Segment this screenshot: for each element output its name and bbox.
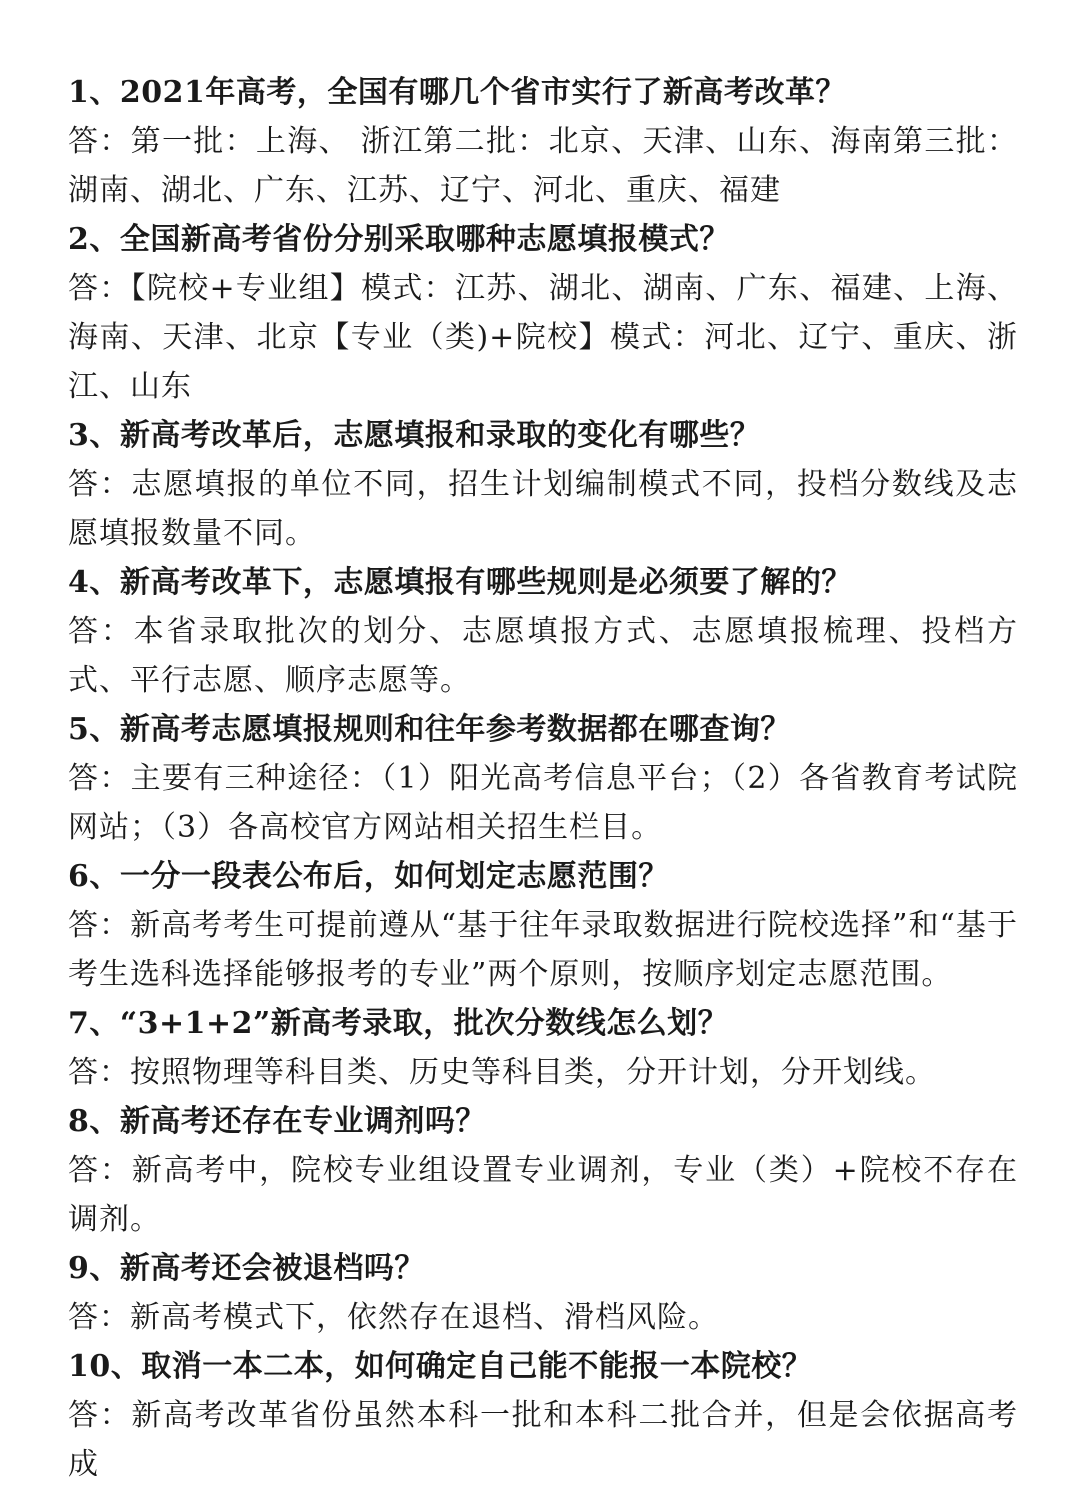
question-text: 2、全国新高考省份分别采取哪种志愿填报模式？ (68, 222, 730, 257)
faq-item-9 (68, 1244, 1018, 1342)
question-text: 6、一分一段表公布后，如何划定志愿范围？ (68, 859, 669, 894)
answer-text: 答：新高考改革省份虽然本科一批和本科二批合并，但是会依据高考成 (68, 1398, 1018, 1482)
faq-list (68, 68, 1018, 1489)
answer-text: 答：新高考模式下，依然存在退档、滑档风险。 (68, 1300, 719, 1335)
faq-item-4 (68, 558, 1018, 705)
question-text: 4、新高考改革下，志愿填报有哪些规则是必须要了解的？ (68, 565, 852, 600)
answer-text: 答：第一批：上海、 浙江第二批：北京、天津、山东、海南第三批：湖南、湖北、广东、江苏、辽宁、河北、重庆、福建 (68, 124, 1018, 208)
question-text: 5、新高考志愿填报规则和往年参考数据都在哪查询？ (68, 712, 791, 747)
question-text: 3、新高考改革后，志愿填报和录取的变化有哪些？ (68, 418, 761, 453)
answer-text: 答：志愿填报的单位不同，招生计划编制模式不同，投档分数线及志愿填报数量不同。 (68, 467, 1018, 551)
faq-item-2 (68, 215, 1018, 411)
faq-item-6 (68, 852, 1018, 999)
answer-text: 答：按照物理等科目类、历史等科目类，分开计划，分开划线。 (68, 1055, 936, 1090)
answer-text: 答：本省录取批次的划分、志愿填报方式、志愿填报梳理、投档方式、平行志愿、顺序志愿等。 (68, 614, 1018, 698)
answer-text: 答：【院校+专业组】模式：江苏、湖北、湖南、广东、福建、上海、海南、天津、北京【专业（类)+院校】模式：河北、辽宁、重庆、浙江、山东 (68, 271, 1018, 404)
question-text: 9、新高考还会被退档吗？ (68, 1251, 425, 1286)
answer-text: 答：新高考考生可提前遵从“基于往年录取数据进行院校选择”和“基于考生选科选择能够报考的专业”两个原则，按顺序划定志愿范围。 (68, 908, 1018, 992)
faq-item-1 (68, 68, 1018, 215)
answer-text: 答：新高考中，院校专业组设置专业调剂，专业（类）+院校不存在调剂。 (68, 1153, 1018, 1237)
faq-item-5 (68, 705, 1018, 852)
question-text: 1、2021年高考，全国有哪几个省市实行了新高考改革？ (68, 75, 846, 110)
question-text: 10、取消一本二本，如何确定自己能不能报一本院校？ (68, 1349, 813, 1384)
faq-item-8 (68, 1097, 1018, 1244)
faq-item-7 (68, 999, 1018, 1097)
answer-text: 答：主要有三种途径：（1）阳光高考信息平台；（2）各省教育考试院网站；（3）各高校官方网站相关招生栏目。 (68, 761, 1018, 845)
question-text: 7、“3+1+2”新高考录取，批次分数线怎么划？ (68, 1006, 729, 1041)
question-text: 8、新高考还存在专业调剂吗？ (68, 1104, 486, 1139)
faq-item-3 (68, 411, 1018, 558)
faq-item-10 (68, 1342, 1018, 1489)
